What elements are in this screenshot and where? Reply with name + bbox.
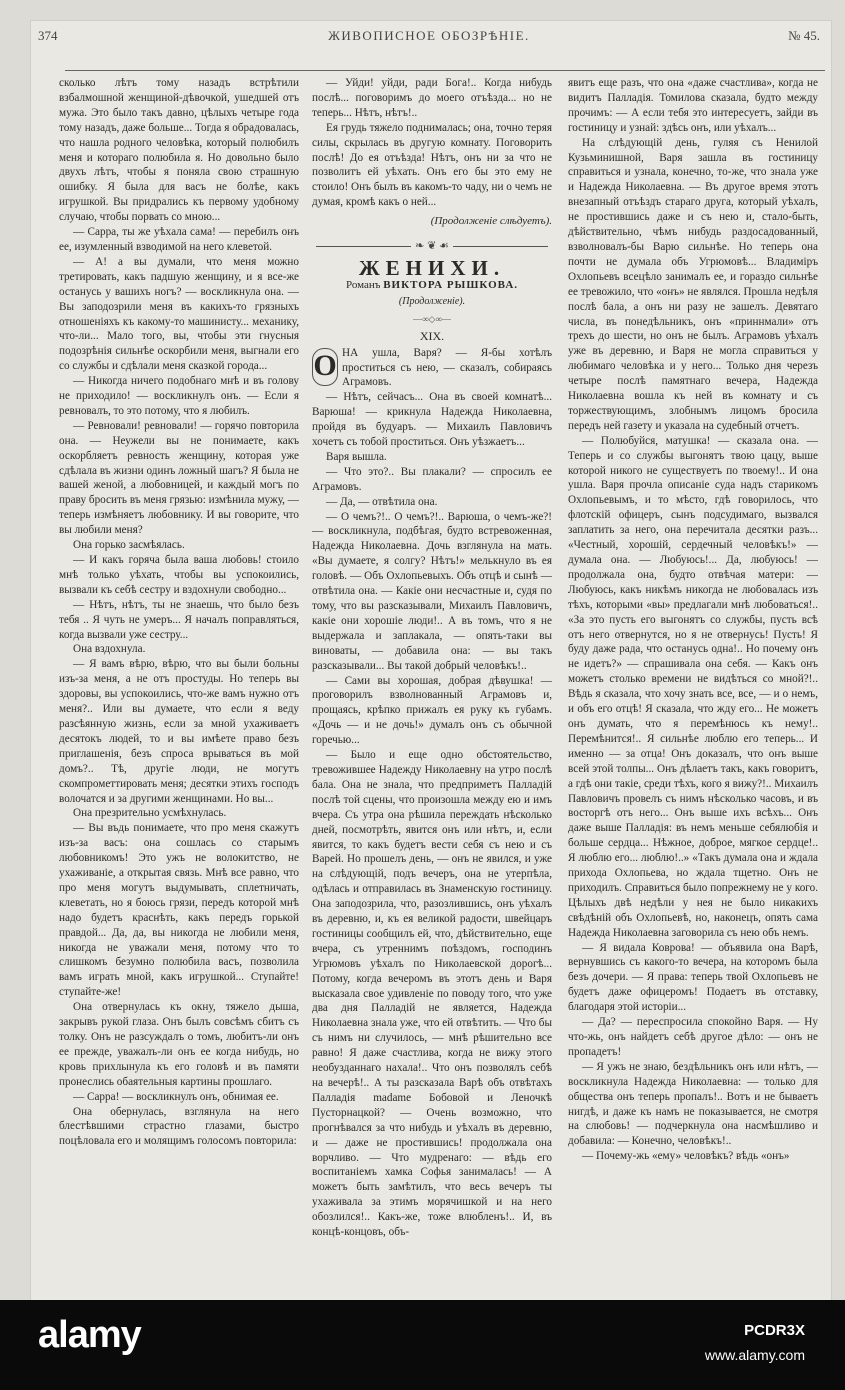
paragraph: — Сарра, ты же уѣхала сама! — перебилъ онъ ее, изумленный взводимой на него клеветой.	[59, 226, 299, 253]
paragraph: — Уйди! уйди, ради Бога!.. Когда нибудь послѣ... поговоримъ до моего отъѣзда... но не теперь... Нѣтъ, нѣтъ!..	[312, 77, 552, 119]
footer-url: www.alamy.com	[704, 1347, 805, 1363]
chapter-first-paragraph	[312, 346, 552, 391]
paragraph: явитъ еще разъ, что она «даже счастлива», когда не видитъ Палладія. Томилова сказала, будто между прочимъ: — А если тебя это интересуетъ, зайди въ гостиницу и узнай: здѣсь онъ, или уѣхалъ...	[568, 77, 818, 134]
paragraph: Она отвернулась къ окну, тяжело дыша, закрывъ рукой глаза. Онъ былъ совсѣмъ сбитъ съ толку. Онъ не разсуждалъ о томъ, любитъ-ли онъ ее прежде, уважалъ-ли онъ ее когда нибудь, но кровь прихлынула къ его головѣ и въ памяти пронеслись обаятельныя картины прошлаго.	[59, 1001, 299, 1088]
paragraph: Она горько засмѣялась.	[73, 539, 185, 552]
paragraph: — Что это?.. Вы плакали? — спросилъ ее Аграмовъ.	[312, 465, 552, 493]
paragraph: — Да? — переспросила спокойно Варя. — Ну что-жь, онъ найдетъ себѣ другое дѣло: — онъ не пропадетъ!	[568, 1016, 818, 1058]
paragraph: — Нѣтъ, нѣтъ, ты не знаешь, что было безъ тебя .. Я чуть не умеръ... Я началъ поправляться, когда вызвали уже сестру...	[59, 598, 299, 641]
paragraph: — Сарра! — воскликнулъ онъ, обнимая ее.	[73, 1090, 279, 1103]
paragraph: — Я вамъ вѣрю, вѣрю, что вы были больны изъ-за меня, а не отъ простуды. Но теперь вы здоровы, вы успокоились, что-же вамъ нужно отъ меня?.. Или вы думаете, что если я веду разсѣянную жизнь, если за мной ухаживаетъ десятокъ людей, то и вы имѣете право безъ приглашенія, безъ спроса врываться въ мой домъ?.. Тѣ, другіе люди, не могутъ скомпрометтировать меня; десятки этихъ господъ волочатся и за другими женщинами. Но вы...	[59, 658, 299, 805]
drop-cap: О	[312, 348, 338, 386]
paragraph: — О чемъ?!.. О чемъ?!.. Варюша, о чемъ-же?! — воскликнула, подбѣгая, будто встревоженная, Надежда Николаевна. Дочь взглянула на мать. «Вы думаете, я солгу? Нѣтъ!» мелькнуло въ ея головѣ. — Объ Охлопьевыхъ. Объ отцѣ и сынѣ — отвѣтила она. — Какіе они несчастные и, судя по тому, что вы разсказывали, Михаилъ Павловичъ, какіе они хорошіе люди!.. А въ томъ, что я не выдержала и заплакала, — опять-таки вы виноваты, — добавила она: — вы такъ разсказывали... Вы такой добрый человѣкъ!..	[312, 510, 552, 672]
header-rule	[65, 70, 825, 71]
novel-byline	[312, 278, 552, 293]
paragraph: Варя вышла.	[326, 450, 387, 463]
column-1	[59, 76, 299, 1254]
byline-prefix: Романъ	[345, 278, 381, 291]
paragraph: — Нѣтъ, сейчасъ... Она въ своей комнатѣ... Варюша! — крикнула Надежда Николаевна, пройдя въ будуаръ. — Михаилъ Павловичъ хочетъ съ тобой проститься. Онъ уѣзжаетъ...	[312, 391, 552, 449]
paragraph: — Почему-жь «ему» человѣкъ? вѣдь «онъ»	[582, 1150, 790, 1163]
novel-title: ЖЕНИХИ.	[358, 256, 506, 281]
journal-title: ЖИВОПИСНОЕ ОБОЗРѢНІЕ.	[328, 28, 530, 43]
paragraph: — Никогда ничего подобнаго мнѣ и въ голову не приходило! — воскликнулъ онъ. — Если я ревновалъ, то это потому, что я любилъ.	[59, 375, 299, 417]
to-be-continued-note: (Продолженіе слѣдуетъ).	[430, 215, 552, 228]
chapter-number: XIX.	[419, 328, 445, 343]
paragraph: — Вы въдь понимаете, что про меня скажутъ изъ-за васъ: она сошлась со старымъ любовникомъ! Это ужъ не волокитство, не ухаживаніе, а открытая связь. Мнѣ все равно, что про меня могутъ выдумывать, сплетничать, клеветать, но я боюсь грязи, передъ которой мнѣ надо будетъ краснѣть, какъ передъ горькой правдой... Да, да, вы никогда не любили меня, никогда не уважали меня, потому что то слишкомъ безумно полюбила васъ, позволила вамъ играть мной, какъ игрушкой... Ступайте! ступайте-же!	[59, 822, 299, 999]
paragraph: На слѣдующій день, гуляя съ Ненилой Кузьминишной, Варя зашла въ гостиницу справиться и узнала, конечно, то-же, что знала уже и Надежда Николаевна. — Въ другое время этотъ внезапный отъѣздъ стараго друга, который уѣхалъ, не простившись даже и съ нею и, стало-быть, дѣйствительно, чѣмъ нибудь раздосадованный, взволновалъ-бы Варю сильнѣе. Но теперь она почти не думала объ Угрюмовѣ... Владиміръ Охлопьевъ всецѣло занималъ ее, и гораздо сильнѣе ее тревожило, что «онъ» не являлся. Прошла недѣля послѣ бала, а онъ ни разу не зашелъ. Девятаго числа, въ понедѣльникъ, онъ «приннмали» отъ трехъ до шести, но онъ не былъ. Аграмовъ уѣхалъ уже въ деревню, и Варя не могла справиться у любимаго человѣка и у него... Только дня черезъ четыре послѣ памятнаго вечера, Надежда Николаевна вошла къ ней въ комнату и съ торжествующимъ, злобнымъ лицомъ бросила передъ ней газету и указала на судебный отчетъ.	[568, 136, 818, 432]
paragraph: — Я ужъ не знаю, бездѣльникъ онъ или нѣтъ, — воскликнула Надежда Николаевна: — только для общества онъ теперь пропалъ!.. Вотъ и не бываетъ нигдѣ, и даже къ намъ не показывается, не смотря на слюбовь! — подчеркнула она насмѣшливо и добавила: — Конечно, человѣкъ!..	[568, 1060, 818, 1148]
paragraph: — Было и еще одно обстоятельство, тревожившее Надежду Николаевну на утро послѣ бала. Она не знала, что предприметъ Палладій послѣ той сцены, что произошла между ею и имъ вчера. Съ утра она рѣшила переждать нѣсколько дней, посмотрѣть, явится онъ или нѣтъ, и, если явится, то какъ будетъ вести себя съ нею и съ Варей. Но прошелъ день, — онъ не явился, и уже на слѣдующій, подъ вечеръ, она не утерпѣла, одѣлась и отправилась въ Знаменскую гостиницу. Она заподозрила, что, разозлившись, онъ уѣхалъ въ деревню, и, къ ея великой радости, швейцаръ гостиницы сообщилъ ей, что, дѣйствительно, еще вчера, съ утреннимъ поѣздомъ, господинъ Угрюмовъ уѣхалъ по Николаевской дорогѣ... Потому, когда вечеромъ въ этотъ день и Варя высказала свое удивленіе по поводу того, что уже два дня Палладій не является, Надежда Николаевна знала уже, что ей отвѣтить. — Что бы съ нимъ ни случилось, — мнѣ рѣшительно все равно! Я даже счастлива, когда не вижу этого необузданнаго нахала!.. Что онъ позволялъ себѣ на вечерѣ!.. А ты разсказала Варѣ объ отвѣтахъ Палладія madame Бобовой и Леночкѣ Пусторнацкой? — Очень возможно, что прогнѣвался за что нибудь и уѣхалъ въ деревню, и — даже не простившись! продолжала она ворчливо. — Что мудренаго: — вѣдь его воспитаніемъ хамка Софья занималась! — А можетъ быть замѣтилъ, что весь вечеръ ты ухаживала за этимъ морячишкой и на него обозлился!.. Какъ-же, тоже влюбленъ!.. И, въ концѣ-концовъ, объ-	[312, 749, 552, 1239]
paragraph: Она обернулась, взглянула на него блестѣвшими страстно глазами, быстро поцѣловала его и молящимъ голосомъ повторила:	[59, 1105, 299, 1148]
page-header	[38, 28, 820, 48]
paragraph: — Полюбуйся, матушка! — сказала она. — Теперь и со службы выгонятъ твою цацу, выше которой никого не существуетъ по твоему!.. И она ушла. Варя прочла описаніе суда надъ старикомъ Охлопьевымъ, и то мѣсто, гдѣ говорилось, что флотскій офицеръ, сынъ подсудимаго, вызвался заплатить за него, она перечитала десятки разъ... «Честный, хорошій, сердечный человѣкъ!» — думала она. — Любуюсь!... Да, любуюсь! — продолжала она, будто отвѣчая матери: — Любуюсь, какъ никѣмъ никогда не любовалась изъ тѣхъ, которыми «вы» предлагали мнѣ любоваться!.. «За это пусть его выгонятъ со службы, пусть всѣ отъ него отвернутся, но я не отвернусь! Пусть! Я буду даже рада, что останусь одна!.. Но почему онъ не идетъ?» — спрашивала она себя. — Какъ онъ можетъ столько времени не видѣться со мной?!.. Вѣдь я сказала, что хочу знать все, все, — и о немъ, и объ его отцѣ! Я сказала, что жду его... Не можетъ онъ думать, что я перемѣнюсь къ нему!.. Перемѣнится!.. Я сильнѣе люблю его теперь... И именно — за отца! Онъ доказалъ, что онъ выше всей этой толпы... Онъ дѣлаетъ такъ, какъ говоритъ, а гдѣ они такіе, среди тѣхъ, кого я вижу?!.. Михаилъ Павловичъ провелъ съ нимъ нѣсколько часовъ, и въ восторгѣ отъ него... Онъ выше ихъ всѣхъ... Онъ даже выше Палладія: въ немъ меньше себялюбія и больше сердца... Нѣжное, доброе, мягкое сердце!.. Я люблю его... люблю!..» «Такъ думала она и ждала прихода Охлопьева, но ждала тщетно. Онъ не приходилъ. Справиться было попрежнему не у кого. Цѣлыхъ двѣ недѣли у нея не было никакихъ свѣдѣній объ Охлопьевѣ, но, наконецъ, опять сама Надежда Николаевна заговорила съ нею объ немъ.	[568, 434, 818, 939]
image-id: PCDR3X	[744, 1322, 805, 1339]
paragraph: — Ревновали! ревновали! — горячо повторила она. — Неужели вы не понимаете, какъ оскорбляетъ ревность женщину, которая уже сдѣлала въ жизни одинъ ложный шагъ? Я была не вашей женой, а любовницей, и каждый могъ по праву бросить въ меня грязью: измѣнила мужу, — теперь измѣняетъ любовнику. И вы говорите, что вы любили меня?	[59, 419, 299, 537]
column-3	[568, 76, 818, 1254]
issue-number: № 45.	[788, 28, 820, 43]
page-number: 374	[38, 28, 58, 43]
small-ornament: —∞◇∞—	[413, 313, 451, 324]
watermark-footer	[0, 1300, 845, 1390]
paragraph: — А! а вы думали, что меня можно третировать, какъ падшую женщину, и я все-же останусь у вашихъ ногъ? — воскликнула она. — Вы заподозрили меня въ какихъ-то грязныхъ отношеніяхъ къ какому-то машинисту... механику, что-ли... Мало того, вы, чтобы эти гнусныя подозрѣнія сильнѣе оскорбили меня, выгнали его со службы и сдѣлали меня сказкой города...	[59, 255, 299, 373]
ornament-glyphs: ❧ ❦ ☙	[415, 239, 449, 252]
paragraph: Она презрительно усмѣхнулась.	[73, 807, 227, 820]
novel-author: ВИКТОРА РЫШКОВА.	[383, 278, 519, 291]
paragraph: — Сами вы хорошая, добрая дѣвушка! — проговорилъ взволнованный Аграмовъ и, прощаясь, крѣпко прижалъ ея руку къ губамъ. «Дочь — и не дочь!» думалъ онъ съ обычной горечью...	[312, 674, 552, 747]
paragraph: — Да, — отвѣтила она.	[326, 495, 438, 508]
paragraph: Ея грудь тяжело поднималась; она, точно теряя силы, скрылась въ другую комнату. Поговорить послѣ! До ея отъѣзда! Нѣтъ, онъ ни за что не позволитъ ей уѣхать. Онъ его бы это ему не стоило! Онъ былъ въ какомъ-то чаду, ни о чемъ не думая, кромѣ какъ о ней...	[312, 121, 552, 209]
first-paragraph-text: НА ушла, Варя? — Я-бы хотѣлъ проститься съ нею, — сказалъ, собираясь Аграмовъ.	[342, 346, 552, 389]
alamy-logo: alamy	[38, 1314, 141, 1356]
column-2	[312, 76, 552, 1254]
paragraph: Она вздохнула.	[73, 643, 146, 656]
footer-meta	[705, 1322, 805, 1363]
paragraph: сколько лѣтъ тому назадъ встрѣтили взбалмошной женщиной-дѣвочкой, ушедшей отъ мужа. Это было такъ давно, цѣлыхъ четыре года тому назадъ, даже больше... Тогда я обрадовалась, что нашла родного человѣка, который полюбилъ меня и котораго полюбила я. Но довольно было двухъ лѣтъ, чтобы я поняла свою страшную ошибку. Я была для васъ не болѣе, какъ игрушкой. Вы придрались къ первому удобному случаю, чтобы порвать со мною...	[59, 77, 299, 224]
section-ornament	[316, 239, 548, 253]
paragraph: — И какъ горяча была ваша любовь! стоило мнѣ только уѣхать, чтобы вы успокоились, вызвали къ себѣ сестру и вздохнули свободно...	[59, 554, 299, 596]
paragraph: — Я видала Коврова! — объявила она Варѣ, вернувшись съ какого-то вечера, на которомъ была безъ дочери. — Я права: теперь твой Охлопьевъ не будетъ даже офицеромъ! Подаетъ въ отставку, благодаря этой исторіи...	[568, 941, 818, 1014]
novel-continuation: (Продолженіе).	[398, 295, 466, 307]
